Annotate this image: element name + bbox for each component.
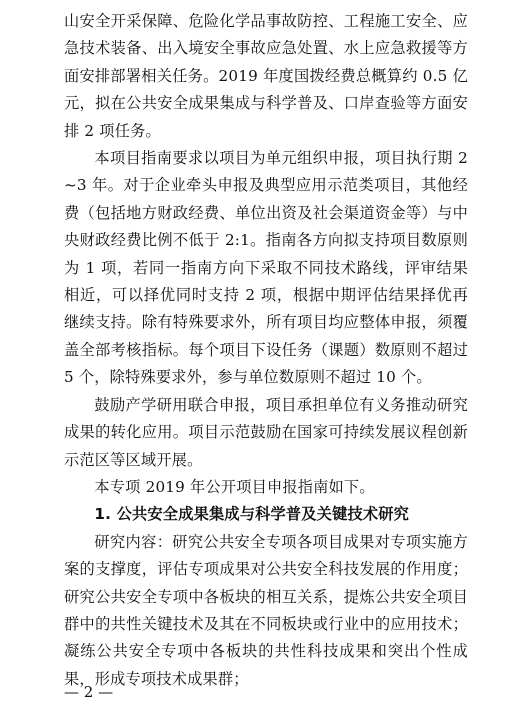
- research-content-paragraph: 研究内容：研究公共安全专项各项目成果对专项实施方案的支撑度，评估专项成果对公共安全科技发展的作用度；研究公共安全专项中各板块的相互关系，提炼公共安全项目群中的共性关键技术及其在不同板块或行业中的应用技术；凝练公共安全专项中各板块的共性科技成果和突出个性成果，形成专项技术成果群；: [64, 532, 468, 688]
- body-paragraph-intro: 本专项 2019 年公开项目申报指南如下。: [94, 477, 375, 496]
- body-paragraph-continued: 山安全开采保障、危险化学品事故防控、工程施工安全、应急技术装备、出入境安全事故应急处置、水上应急救援等方面安排部署相关任务。2019 年度国拨经费总概算约 0.5 亿元，拟在公共安全成果集成与科学普及、口岸查验等方面安排 2 项任务。: [64, 12, 468, 140]
- document-body: [64, 8, 468, 693]
- body-paragraph-encouragement: 鼓励产学研用联合申报，项目承担单位有义务推动研究成果的转化应用。项目示范鼓励在国家可持续发展议程创新示范区等区域开展。: [64, 395, 468, 469]
- page-number: — 2 —: [64, 683, 114, 701]
- body-paragraph-requirements: 本项目指南要求以项目为单元组织申报，项目执行期 2~3 年。对于企业牵头申报及典型应用示范类项目，其他经费（包括地方财政经费、单位出资及社会渠道资金等）与中央财政经费比例不低于 2:1。指南各方向拟支持项目数原则为 1 项，若同一指南方向下采取不同技术路线，评审结果相近，可以择优同时支持 2 项，根据中期评估结果择优再继续支持。除有特殊要求外，所有项目均应整体申报，须覆盖全部考核指标。每个项目下设任务（课题）数原则不超过 5 个，除特殊要求外，参与单位数原则不超过 10 个。: [64, 149, 468, 387]
- section-title: 公共安全成果集成与科学普及关键技术研究: [116, 505, 410, 524]
- section-heading: [64, 501, 468, 528]
- section-number: 1.: [94, 505, 112, 524]
